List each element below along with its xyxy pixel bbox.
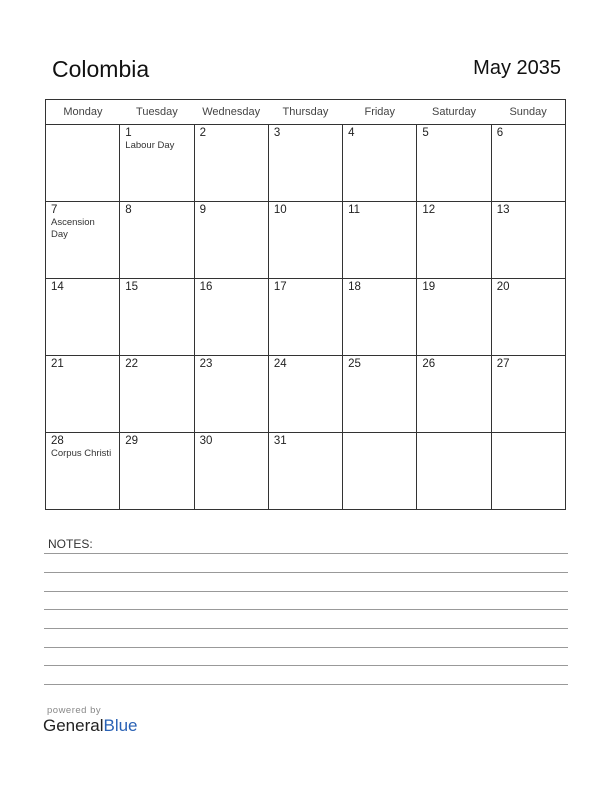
day-number: 17	[273, 281, 287, 293]
day-number: 8	[125, 204, 132, 216]
day-cell	[268, 125, 342, 202]
week-row	[46, 433, 566, 510]
day-number: 26	[422, 358, 436, 370]
day-number: 9	[199, 204, 206, 216]
day-cell	[417, 202, 491, 279]
day-cell	[343, 433, 417, 510]
day-number: 2	[199, 127, 206, 139]
country-title: Colombia	[52, 56, 150, 82]
day-number: 30	[199, 435, 213, 447]
notes-label: NOTES:	[48, 537, 93, 551]
day-number: 25	[348, 358, 361, 370]
day-cell	[268, 279, 342, 356]
day-cell	[417, 125, 491, 202]
day-cell	[46, 125, 120, 202]
month-year-title: May 2035	[473, 57, 561, 79]
day-cell	[194, 125, 268, 202]
day-number: 13	[496, 204, 510, 216]
day-cell	[46, 279, 120, 356]
day-cell	[120, 125, 194, 202]
brand-general: General	[43, 716, 104, 735]
weekday-header: Saturday	[417, 100, 491, 125]
day-cell	[194, 202, 268, 279]
day-cell	[343, 356, 417, 433]
day-cell	[491, 279, 565, 356]
calendar-grid	[45, 99, 566, 510]
note-line	[44, 572, 568, 573]
day-cell	[120, 356, 194, 433]
weekday-header-row	[46, 100, 566, 125]
weekday-header: Friday	[343, 100, 417, 125]
note-line	[44, 647, 568, 648]
week-row	[46, 202, 566, 279]
day-number: 19	[422, 281, 436, 293]
day-number: 14	[51, 281, 64, 293]
day-cell	[491, 125, 565, 202]
day-cell	[417, 356, 491, 433]
day-cell	[491, 433, 565, 510]
day-number: 31	[273, 435, 287, 447]
day-cell	[343, 125, 417, 202]
note-line	[44, 684, 568, 685]
day-number: 15	[125, 281, 139, 293]
day-number: 21	[51, 358, 64, 370]
holiday-label: Labour Day	[125, 140, 175, 151]
note-line	[44, 665, 568, 666]
day-cell	[491, 356, 565, 433]
day-number: 4	[348, 127, 355, 139]
day-number: 22	[125, 358, 139, 370]
note-line	[44, 553, 568, 554]
day-cell	[491, 202, 565, 279]
day-cell	[194, 433, 268, 510]
note-line	[44, 609, 568, 610]
day-cell	[46, 356, 120, 433]
day-cell	[417, 279, 491, 356]
day-cell	[120, 202, 194, 279]
day-cell	[120, 433, 194, 510]
day-number: 23	[199, 358, 213, 370]
weekday-header: Sunday	[491, 100, 565, 125]
day-number: 12	[422, 204, 436, 216]
day-number: 24	[273, 358, 287, 370]
day-number: 28	[51, 435, 64, 447]
day-cell	[120, 279, 194, 356]
day-cell	[343, 202, 417, 279]
day-number: 11	[348, 204, 361, 216]
note-line	[44, 591, 568, 592]
day-cell	[268, 356, 342, 433]
note-line	[44, 628, 568, 629]
day-cell	[417, 433, 491, 510]
brand-logo	[43, 716, 138, 736]
day-number: 7	[51, 204, 58, 216]
day-cell	[46, 202, 120, 279]
day-number: 6	[496, 127, 504, 139]
day-number: 27	[496, 358, 510, 370]
day-cell	[194, 356, 268, 433]
brand-blue: Blue	[103, 716, 138, 735]
weekday-header: Wednesday	[194, 100, 268, 125]
day-number: 16	[199, 281, 213, 293]
powered-by-text: powered by	[47, 705, 102, 716]
day-cell	[268, 202, 342, 279]
day-number: 1	[125, 127, 132, 139]
day-cell	[268, 433, 342, 510]
weekday-header: Thursday	[268, 100, 342, 125]
day-cell	[343, 279, 417, 356]
holiday-label: Corpus Christi	[51, 448, 112, 459]
day-number: 5	[422, 127, 429, 139]
holiday-label: Ascension Day	[51, 217, 95, 240]
day-cell	[194, 279, 268, 356]
day-number: 29	[125, 435, 139, 447]
week-row	[46, 356, 566, 433]
week-row	[46, 279, 566, 356]
weekday-header: Tuesday	[120, 100, 194, 125]
day-number: 20	[496, 281, 510, 293]
day-number: 10	[273, 204, 287, 216]
day-number: 3	[273, 127, 281, 139]
day-number: 18	[348, 281, 361, 293]
day-cell	[46, 433, 120, 510]
weekday-header: Monday	[46, 100, 120, 125]
week-row	[46, 125, 566, 202]
